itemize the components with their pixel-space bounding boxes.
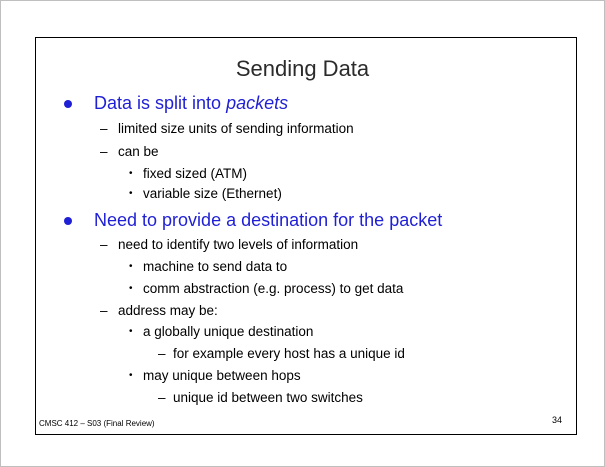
bullet-1-emphasis: packets xyxy=(226,93,289,113)
b2-sub1-b: comm abstraction (e.g. process) to get data xyxy=(143,281,404,296)
b2-sub2-b-1: unique id between two switches xyxy=(173,390,363,405)
footer-course-label: CMSC 412 – S03 (Final Review) xyxy=(39,419,155,428)
dash-4: – xyxy=(100,303,108,318)
b2-sub1: need to identify two levels of information xyxy=(118,237,359,252)
dash-5: – xyxy=(158,346,166,361)
dash-6: – xyxy=(158,390,166,405)
small-bullet-1: • xyxy=(129,168,133,179)
b1-sub2-b: variable size (Ethernet) xyxy=(143,186,282,201)
small-bullet-5: • xyxy=(129,326,133,337)
b1-sub2-a: fixed sized (ATM) xyxy=(143,166,248,181)
small-bullet-4: • xyxy=(129,283,133,294)
dash-3: – xyxy=(100,237,108,252)
bullet-2: Need to provide a destination for the packet xyxy=(94,210,443,230)
b2-sub2-b: may unique between hops xyxy=(143,368,301,383)
small-bullet-3: • xyxy=(129,261,133,272)
small-bullet-2: • xyxy=(129,188,133,199)
b1-sub1: limited size units of sending information xyxy=(118,121,354,136)
bullet-1 xyxy=(94,93,288,114)
b1-sub2: can be xyxy=(118,144,159,159)
slide-title: Sending Data xyxy=(235,56,370,81)
b2-sub2-a: a globally unique destination xyxy=(143,324,314,339)
dash-2: – xyxy=(100,144,108,159)
b2-sub2-a-1: for example every host has a unique id xyxy=(173,346,405,361)
small-bullet-6: • xyxy=(129,370,133,381)
b2-sub1-a: machine to send data to xyxy=(143,259,288,274)
page-number: 34 xyxy=(552,415,563,425)
dash-1: – xyxy=(100,121,108,136)
bullet-dot-1 xyxy=(64,100,72,108)
bullet-1-text: Data is split into xyxy=(94,93,227,113)
b2-sub2: address may be: xyxy=(118,303,218,318)
bullet-dot-2 xyxy=(64,217,72,225)
